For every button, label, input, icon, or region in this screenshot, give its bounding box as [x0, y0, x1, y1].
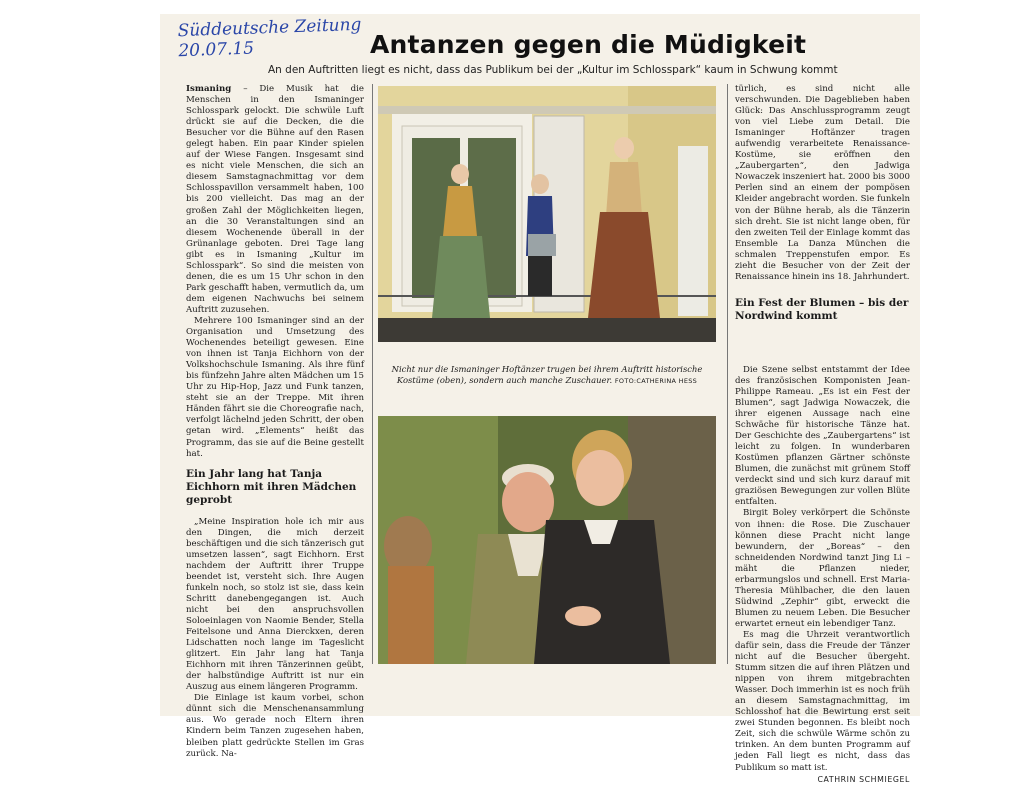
paragraph: Mehrere 100 Ismaninger sind an der Organisation und Umsetzung des Wochenendes beteiligt gewesen. Eine von ihnen ist Tanja Eichhorn von der Volkshochschule Ismaning. Als ihre fünf bis fünfzehn Jahre alten Mädchen um 15 Uhr zu Hip-Hop, Jazz und Funk tanzen, steht sie an der Treppe. Mit ihren Händen fährt sie die Choreografie nach, verfolgt lächelnd jeden Schritt, der oben getan wird. „Elements“ heißt das Programm, das sie auf die Beine gestellt hat.: [186, 315, 364, 459]
column-divider: [727, 84, 728, 664]
author-byline: CATHRIN SCHMIEGEL: [817, 774, 910, 784]
paragraph: [735, 629, 910, 784]
paragraph: Birgit Boley verkörpert die Schönste von ihnen: die Rose. Die Zuschauer können diese Pracht nicht lange bewundern, der „Boreas“ – den schneidenden Nordwind tanzt Jing Li – mäht die Pflanzen nieder, erbarmungslos und schnell. Erst Maria-Theresia Mühlbacher, die den lauen Südwind „Zephir“ gibt, erweckt die Blumen zu neuem Leben. Die Besucher erwartet erneut ein lebendiger Tanz.: [735, 508, 910, 629]
section-subhead: Ein Fest der Blumen – bis der Nordwind kommt: [735, 296, 909, 322]
article-column-1: [186, 84, 364, 760]
dateline: Ismaning: [186, 84, 232, 94]
paragraph: „Meine Inspiration hole ich mir aus den Dingen, die mich derzeit beschäftigen und die sich tänzerisch gut umsetzen lassen“, sagt Eichhorn. Erst nachdem der Auftritt ihrer Truppe beendet ist, versteht sich. Ihre Augen funkeln noch, so stolz ist sie, dass kein Schritt danebengegangen ist. Auch nicht bei den anspruchsvollen Soloeinlagen von Naomie Bender, Stella Feitelsone und Anna Dierckxen, deren Lidschatten noch lange im Tageslicht glitzert. Ein Jahr lang hat Tanja Eichhorn mit ihren Tänzerinnen geübt, der halbstündige Auftritt ist nur ein Auszug aus einem längeren Programm.: [186, 516, 364, 693]
photo-spectators-illustration: [378, 416, 716, 664]
paragraph-text: Es mag die Uhrzeit verantwortlich dafür sein, dass die Freude der Tänzer nicht auf die Besucher übergeht. Stumm sitzen die auf ihren Plätzen und nippen von ihrem mitgebrachten Wasser. Doch immerhin ist es noch früh an diesem Samstagnachmittag, im Schlosshof hat die Bewirtung erst seit zwei Stunden begonnen. Es bleibt noch Zeit, sich die schwüle Wärme schön zu trinken. An dem bunten Programm auf jeden Fall liegt es nicht, dass das Publikum so matt ist.: [735, 629, 910, 773]
subheadline: An den Auftritten liegt es nicht, dass das Publikum bei der „Kultur im Schlosspark“ kaum in Schwung kommt: [268, 64, 838, 76]
article-column-3: [735, 84, 910, 785]
photo-dancers-illustration: [378, 86, 716, 342]
handwritten-source-note: Süddeutsche Zeitung 20.07.15: [177, 14, 362, 62]
paragraph: Die Einlage ist kaum vorbei, schon dünnt sich die Menschenansammlung aus. Wo gerade noch Eltern ihren Kindern beim Tanzen zugesehen haben, bleiben platt gedrückte Stellen im Gras zurück. Na-: [186, 693, 364, 759]
paragraph-text: – Die Musik hat die Menschen in den Ismaninger Schlosspark gelockt. Die schwüle Luft drückt sie auf die Decken, die die Besucher vor die Bühne auf den Rasen gelegt haben. Ein paar Kinder spielen auf der Wiese Fangen. Insgesamt sind es nicht viele Menschen, die sich an diesem Samstagnachmittag vor dem Schlosspavillon versammelt haben, 100 bis 200 vielleicht. Das mag an der großen Zahl der Möglichkeiten liegen, an die 30 Veranstaltungen sind an diesem Wochenende überall in der Grünanlage geboten. Drei Tage lang gibt es in Ismaning „Kultur im Schlosspark“. So sind die meisten von denen, die es um 15 Uhr schon in den Park geschafft haben, vermutlich da, um dem eigenen Nachwuchs bei seinem Auftritt zuzusehen.: [186, 84, 364, 315]
photo-credit: FOTO:CATHERINA HESS: [614, 377, 698, 385]
paragraph: türlich, es sind nicht alle verschwunden. Die Dageblieben haben Glück: Das Anschlussprogramm zeugt von viel Liebe zum Detail. Die Ismaninger Hoftänzer tragen aufwendig verarbeitete Renaissance-Kostüme, sie eröffnen den „Zaubergarten“, den Jadwiga Nowaczek inszeniert hat. 2000 bis 3000 Perlen sind an einem der pompösen Kleider angebracht worden. Sie funkeln von der Bühne herab, als die Tänzerin sich dreht. Sie ist nicht lange oben, für den zweiten Teil der Einlage kommt das Ensemble La Danza München die schmalen Treppenstufen empor. Es zieht die Besucher von der Zeit der Renaissance hinein ins 18. Jahrhundert.: [735, 84, 910, 282]
headline: Antanzen gegen die Müdigkeit: [370, 30, 807, 59]
section-subhead: Ein Jahr lang hat Tanja Eichhorn mit ihren Mädchen geprobt: [186, 467, 357, 506]
paragraph: Die Szene selbst entstammt der Idee des französischen Komponisten Jean-Philippe Rameau. „Es ist ein Fest der Blumen“, sagt Jadwiga Nowaczek, die ihrer eigenen Aussage nach eine Schwäche für historische Tänze hat. Der Geschichte des „Zaubergartens“ ist leicht zu folgen. In wunderbaren Kostümen pflanzen Gärtner schönste Blumen, die zunächst mit grünem Stoff verdeckt sind und sich kurz darauf mit graziösen Bewegungen zur vollen Blüte entfalten.: [735, 364, 910, 508]
photo-caption: [388, 364, 706, 387]
caption-text: Nicht nur die Ismaninger Hoftänzer trugen bei ihrem Auftritt historische Kostüme (oben), sondern auch manche Zuschauer.: [391, 364, 703, 385]
photo-costumed-spectators: [378, 416, 716, 664]
photo-dancers-on-stage: [378, 86, 716, 342]
column-divider: [372, 84, 373, 664]
paragraph: [186, 84, 364, 316]
